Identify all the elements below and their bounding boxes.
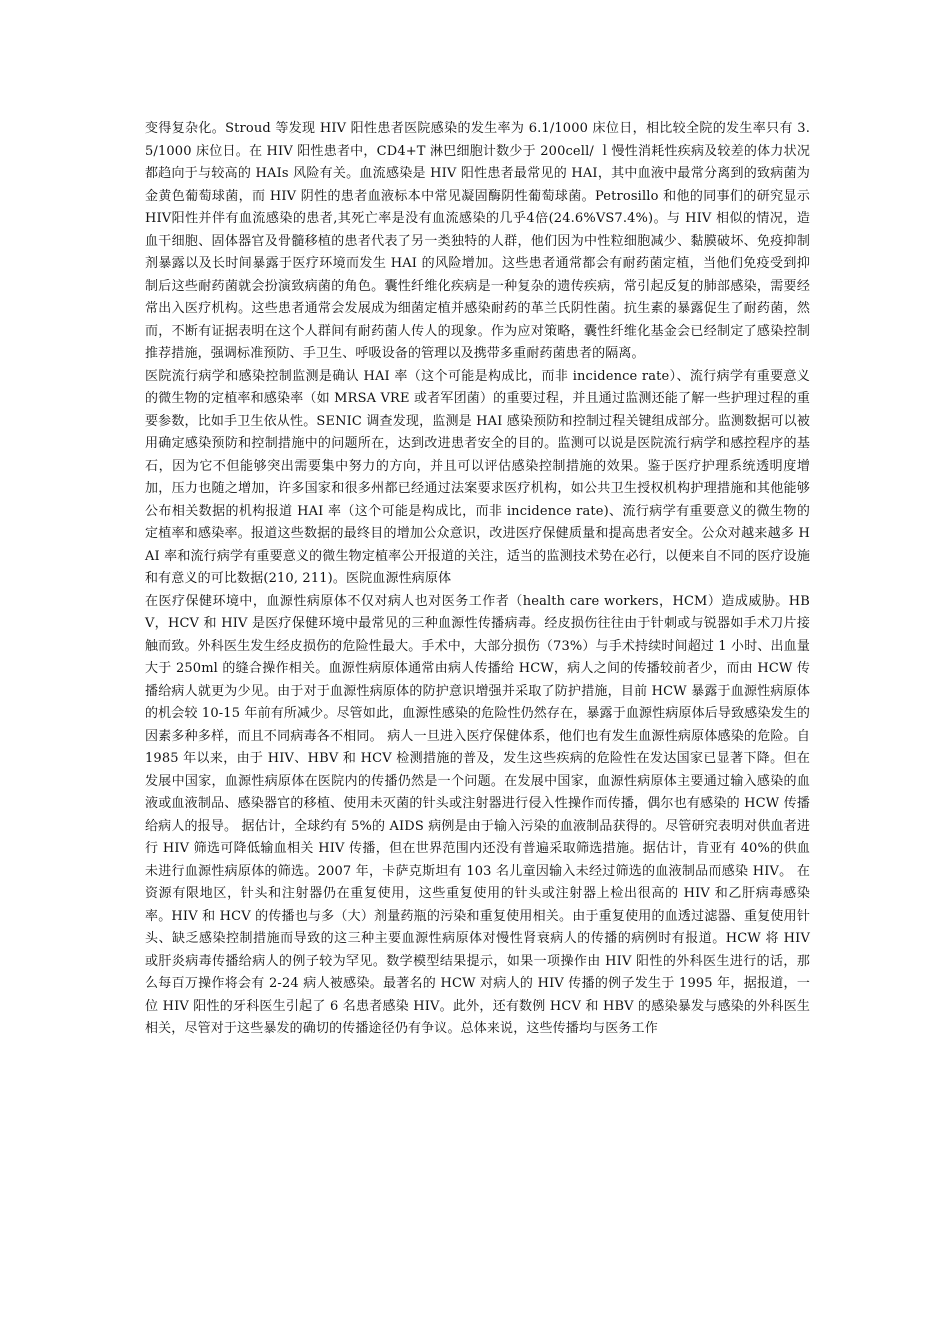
paragraph-bloodborne-pathogens: 在医疗保健环境中，血源性病原体不仅对病人也对医务工作者（health care workers，HCM）造成威胁。HBV，HCV 和 HIV 是医疗保健环境中最常见的三种血源性传播病毒。经皮损伤往往由于针刺或与锐器如手术刀片接触而致。外科医生发生经皮损伤的危险性最大。手术中，大部分损伤（73%）与手术持续时间超过 1 小时、出血量大于 250ml 的缝合操作相关。血源性病原体通常由病人传播给 HCW，病人之间的传播较前者少，而由 HCW 传播给病人就更为少见。由于对于血源性病原体的防护意识增强并采取了防护措施，目前 HCW 暴露于血源性病原体的机会较 10-15 年前有所减少。尽管如此，血源性感染的危险性仍然存在，暴露于血源性病原体后导致感染发生的因素多种多样，而且不同病毒各不相同。 病人一旦进入医疗保健体系，他们也有发生血源性病原体感染的危险。自 1985 年以来，由于 HIV、HBV 和 HCV 检测措施的普及，发生这些疾病的危险性在发达国家已显著下降。但在发展中国家，血源性病原体在医院内的传播仍然是一个问题。在发展中国家，血源性病原体主要通过输入感染的血液或血液制品、感染器官的移植、使用未灭菌的针头或注射器进行侵入性操作而传播，偶尔也有感染的 HCW 传播给病人的报导。 据估计，全球约有 5%的 AIDS 病例是由于输入污染的血液制品获得的。尽管研究表明对供血者进行 HIV 筛选可降低输血相关 HIV 传播，但在世界范围内还没有普遍采取筛选措施。据估计，肯亚有 40%的供血未进行血源性病原体的筛选。2007 年，卡萨克斯坦有 103 名儿童因输入未经过筛选的血液制品而感染 HIV。 在资源有限地区，针头和注射器仍在重复使用，这些重复使用的针头或注射器上检出很高的 HIV 和乙肝病毒感染率。HIV 和 HCV 的传播也与多（大）剂量药瓶的污染和重复使用相关。由于重复使用的血透过滤器、重复使用针头、缺乏感染控制措施而导致的这三种主要血源性病原体对慢性肾衰病人的传播的病例时有报道。HCW 将 HIV 或肝炎病毒传播给病人的例子较为罕见。数学模型结果提示，如果一项操作由 HIV 阳性的外科医生进行的话，那么每百万操作将会有 2-24 病人被感染。最著名的 HCW 对病人的 HIV 传播的例子发生于 1995 年，据报道，一位 HIV 阳性的牙科医生引起了 6 名患者感染 HIV。此外，还有数例 HCV 和 HBV 的感染暴发与感染的外科医生相关，尽管对于这些暴发的确切的传播途径仍有争议。总体来说，这些传播均与医务工作 bbox=[145, 593, 810, 1036]
body-text bbox=[145, 118, 810, 1041]
paragraph-immunocompromised-hai: 变得复杂化。Stroud 等发现 HIV 阳性患者医院感染的发生率为 6.1/1000 床位日，相比较全院的发生率只有 3.5/1000 床位日。在 HIV 阳性患者中，CD4+T 淋巴细胞计数少于 200cell/ ｌ慢性消耗性疾病及较差的体力状况都趋向于与较高的 HAIs 风险有关。血流感染是 HIV 阳性患者最常见的 HAI，其中血液中最常分离到的致病菌为金黄色葡萄球菌，而 HIV 阴性的患者血液标本中常见凝固酶阴性葡萄球菌。Petrosillo 和他的同事们的研究显示HIV阳性并伴有血流感染的患者,其死亡率是没有血流感染的几乎4倍(24.6%VS7.4%)。与 HIV 相似的情况，造血干细胞、固体器官及骨髓移植的患者代表了另一类独特的人群，他们因为中性粒细胞减少、黏膜破坏、免疫抑制剂暴露以及长时间暴露于医疗环境而发生 HAI 的风险增加。这些患者通常都会有耐药菌定植，当他们免疫受到抑制后这些耐药菌就会扮演致病菌的角色。囊性纤维化疾病是一种复杂的遗传疾病，常引起反复的肺部感染，需要经常出入医疗机构。这些患者通常会发展成为细菌定植并感染耐药的革兰氏阴性菌。抗生素的暴露促生了耐药菌，然而，不断有证据表明在这个人群间有耐药菌人传人的现象。作为应对策略，囊性纤维化基金会已经制定了感染控制推荐措施，强调标准预防、手卫生、呼吸设备的管理以及携带多重耐药菌患者的隔离。 bbox=[145, 121, 810, 361]
paragraph-surveillance: 医院流行病学和感染控制监测是确认 HAI 率（这个可能是构成比，而非 incidence rate）、流行病学有重要意义的微生物的定植率和感染率（如 MRSA VRE 或者军团菌）的重要过程，并且通过监测还能了解一些护理过程的重要参数，比如手卫生依从性。SENIC 调查发现，监测是 HAI 感染预防和控制过程关键组成部分。监测数据可以被用确定感染预防和控制措施中的问题所在，达到改进患者安全的目的。监测可以说是医院流行病学和感控程序的基石，因为它不但能够突出需要集中努力的方向，并且可以评估感染控制措施的效果。鉴于医疗护理系统透明度增加，压力也随之增加，许多国家和很多州都已经通过法案要求医疗机构，如公共卫生授权机构护理措施和其他能够公布相关数据的机构报道 HAI 率（这个可能是构成比，而非 incidence rate)、流行病学有重要意义的微生物的定植率和感染率。报道这些数据的最终目的增加公众意识，改进医疗保健质量和提高患者安全。公众对越来越多 HAI 率和流行病学有重要意义的微生物定植率公开报道的关注，适当的监测技术势在必行，以便来自不同的医疗设施和有意义的可比数据(210, 211)。医院血源性病原体 bbox=[145, 368, 810, 586]
